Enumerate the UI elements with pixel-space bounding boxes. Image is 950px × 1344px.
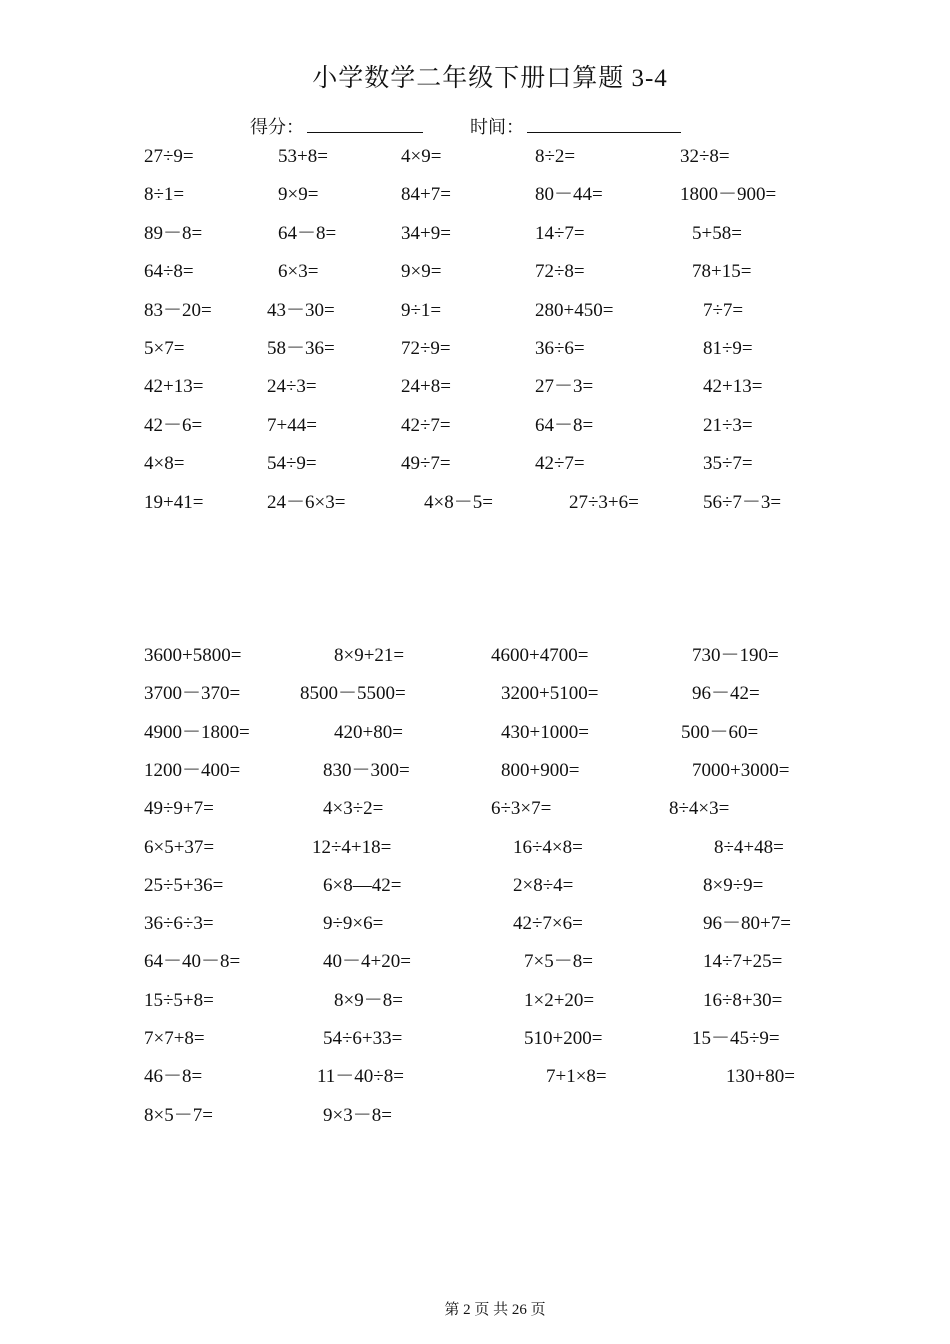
arithmetic-problem: 49÷7= (401, 453, 451, 474)
score-blank[interactable] (307, 132, 423, 133)
arithmetic-problem: 49÷9+7= (144, 798, 214, 819)
arithmetic-problem: 8÷2= (535, 146, 576, 167)
arithmetic-problem: 6÷3×7= (491, 798, 552, 819)
arithmetic-problem: 53+8= (278, 146, 328, 167)
arithmetic-problem: 27÷3+6= (569, 492, 639, 513)
arithmetic-problem: 42÷7= (535, 453, 585, 474)
arithmetic-problem: 42+13= (703, 376, 763, 397)
arithmetic-problem: 27÷9= (144, 146, 194, 167)
arithmetic-problem: 16÷8+30= (703, 990, 783, 1011)
arithmetic-problem: 83－20= (144, 300, 212, 321)
arithmetic-problem: 8×5－7= (144, 1105, 213, 1126)
arithmetic-problem: 5×7= (144, 338, 185, 359)
arithmetic-problem: 1200－400= (144, 760, 241, 781)
time-label: 时间： (470, 117, 524, 137)
arithmetic-problem: 1800－900= (680, 184, 777, 205)
arithmetic-problem: 25÷5+36= (144, 875, 224, 896)
arithmetic-problem: 6×5+37= (144, 837, 215, 858)
arithmetic-problem: 46－8= (144, 1066, 203, 1087)
arithmetic-problem: 72÷8= (535, 261, 585, 282)
arithmetic-problem: 420+80= (334, 722, 403, 743)
arithmetic-problem: 3600+5800= (144, 645, 242, 666)
arithmetic-problem: 34+9= (401, 223, 451, 244)
arithmetic-problem: 430+1000= (501, 722, 589, 743)
arithmetic-problem: 32÷8= (680, 146, 730, 167)
arithmetic-problem: 7×7+8= (144, 1028, 205, 1049)
arithmetic-problem: 4×3÷2= (323, 798, 384, 819)
page-title: 小学数学二年级下册口算题 3-4 (312, 65, 668, 92)
arithmetic-problem: 800+900= (501, 760, 580, 781)
arithmetic-problem: 830－300= (323, 760, 410, 781)
arithmetic-problem: 81÷9= (703, 338, 753, 359)
arithmetic-problem: 36÷6= (535, 338, 585, 359)
arithmetic-problem: 36÷6÷3= (144, 913, 214, 934)
arithmetic-problem: 2×8÷4= (513, 875, 574, 896)
score-label: 得分： (250, 117, 304, 137)
arithmetic-problem: 9×9= (278, 184, 319, 205)
page-footer: 第 2 页 共 26 页 (444, 1302, 546, 1318)
arithmetic-problem: 4900－1800= (144, 722, 250, 743)
arithmetic-problem: 15÷5+8= (144, 990, 214, 1011)
arithmetic-problem: 8÷4×3= (669, 798, 730, 819)
arithmetic-problem: 14÷7= (535, 223, 585, 244)
arithmetic-problem: 80－44= (535, 184, 603, 205)
arithmetic-problem: 54÷6+33= (323, 1028, 403, 1049)
arithmetic-problem: 4×8= (144, 453, 185, 474)
arithmetic-problem: 8500－5500= (300, 683, 406, 704)
arithmetic-problem: 16÷4×8= (513, 837, 583, 858)
arithmetic-problem: 510+200= (524, 1028, 603, 1049)
arithmetic-problem: 42+13= (144, 376, 204, 397)
arithmetic-problem: 8×9+21= (334, 645, 405, 666)
arithmetic-problem: 24－6×3= (267, 492, 346, 513)
arithmetic-problem: 42－6= (144, 415, 203, 436)
arithmetic-problem: 9÷1= (401, 300, 442, 321)
arithmetic-problem: 9×3－8= (323, 1105, 392, 1126)
arithmetic-problem: 21÷3= (703, 415, 753, 436)
arithmetic-problem: 84+7= (401, 184, 451, 205)
arithmetic-problem: 42÷7= (401, 415, 451, 436)
arithmetic-problem: 64÷8= (144, 261, 194, 282)
arithmetic-problem: 130+80= (726, 1066, 795, 1087)
arithmetic-problem: 27－3= (535, 376, 594, 397)
arithmetic-problem: 24+8= (401, 376, 451, 397)
arithmetic-problem: 96－80+7= (703, 913, 791, 934)
arithmetic-problem: 9÷9×6= (323, 913, 384, 934)
arithmetic-problem: 35÷7= (703, 453, 753, 474)
arithmetic-problem: 64－40－8= (144, 951, 241, 972)
arithmetic-problem: 4×8－5= (424, 492, 493, 513)
arithmetic-problem: 64－8= (278, 223, 337, 244)
arithmetic-problem: 8×9－8= (334, 990, 403, 1011)
arithmetic-problem: 280+450= (535, 300, 614, 321)
arithmetic-problem: 7÷7= (703, 300, 744, 321)
arithmetic-problem: 8÷1= (144, 184, 185, 205)
arithmetic-problem: 54÷9= (267, 453, 317, 474)
arithmetic-problem: 12÷4+18= (312, 837, 392, 858)
arithmetic-problem: 72÷9= (401, 338, 451, 359)
arithmetic-problem: 8÷4+48= (714, 837, 784, 858)
arithmetic-problem: 7+44= (267, 415, 317, 436)
arithmetic-problem: 6×3= (278, 261, 319, 282)
arithmetic-problem: 500－60= (681, 722, 759, 743)
arithmetic-problem: 4600+4700= (491, 645, 589, 666)
arithmetic-problem: 64－8= (535, 415, 594, 436)
arithmetic-problem: 5+58= (692, 223, 742, 244)
arithmetic-problem: 9×9= (401, 261, 442, 282)
arithmetic-problem: 7000+3000= (692, 760, 790, 781)
arithmetic-problem: 4×9= (401, 146, 442, 167)
arithmetic-problem: 1×2+20= (524, 990, 595, 1011)
arithmetic-problem: 7×5－8= (524, 951, 593, 972)
arithmetic-problem: 7+1×8= (546, 1066, 607, 1087)
arithmetic-problem: 78+15= (692, 261, 752, 282)
arithmetic-problem: 19+41= (144, 492, 204, 513)
arithmetic-problem: 3200+5100= (501, 683, 599, 704)
arithmetic-problem: 96－42= (692, 683, 760, 704)
arithmetic-problem: 730－190= (692, 645, 779, 666)
time-blank[interactable] (527, 132, 681, 133)
arithmetic-problem: 42÷7×6= (513, 913, 583, 934)
arithmetic-problem: 3700－370= (144, 683, 241, 704)
arithmetic-problem: 11－40÷8= (317, 1066, 404, 1087)
arithmetic-problem: 14÷7+25= (703, 951, 783, 972)
arithmetic-problem: 15－45÷9= (692, 1028, 780, 1049)
arithmetic-problem: 8×9÷9= (703, 875, 764, 896)
arithmetic-problem: 6×8—42= (323, 875, 402, 896)
arithmetic-problem: 24÷3= (267, 376, 317, 397)
arithmetic-problem: 56÷7－3= (703, 492, 782, 513)
arithmetic-problem: 58－36= (267, 338, 335, 359)
arithmetic-problem: 43－30= (267, 300, 335, 321)
arithmetic-problem: 89－8= (144, 223, 203, 244)
arithmetic-problem: 40－4+20= (323, 951, 411, 972)
